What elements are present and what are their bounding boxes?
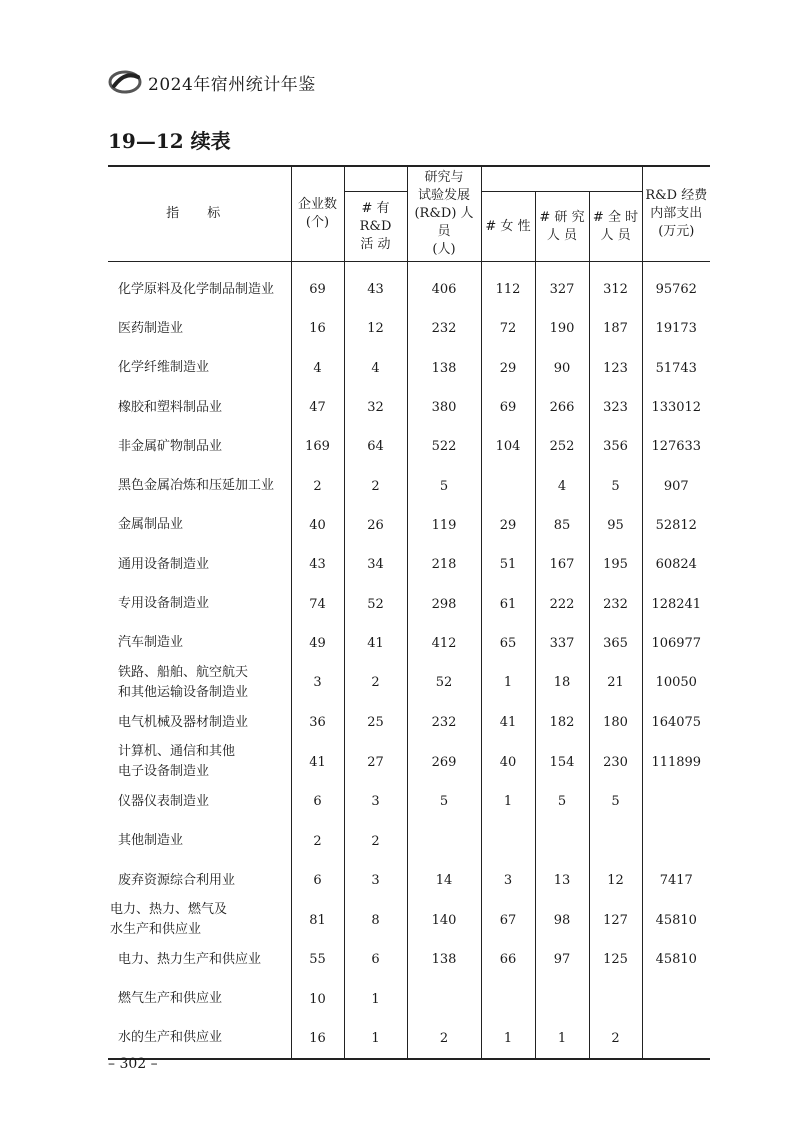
table-cell: 52 [407,663,481,703]
table-cell: 14 [407,861,481,900]
table-cell: 232 [407,703,481,742]
table-cell: 412 [407,624,481,663]
table-cell: 111899 [642,742,710,782]
table-row [108,584,710,623]
table-cell: 2 [344,663,407,703]
table-cell: 8 [344,900,407,940]
row-label: 医药制造业 [118,320,184,336]
table-cell: 218 [407,545,481,584]
col-header-rd-personnel: 研究与 试验发展 (R&D) 人员 (人) [407,166,481,262]
table-cell: 12 [344,309,407,348]
table-cell [407,822,481,861]
table-cell: 1 [344,979,407,1018]
table-cell: 1 [535,1019,589,1059]
table-row [108,979,710,1018]
table-cell: 64 [344,427,407,466]
table-cell: 51743 [642,349,710,388]
page-header [108,66,316,98]
table-cell: 74 [291,584,344,623]
table-cell: 3 [291,663,344,703]
row-label: 通用设备制造业 [118,556,210,572]
col-header-spacer [344,166,407,192]
table-cell: 312 [589,262,642,310]
table-row [108,822,710,861]
table-cell: 43 [291,545,344,584]
table-cell [642,822,710,861]
table-cell: 66 [481,940,535,979]
table-cell: 81 [291,900,344,940]
table-cell [407,979,481,1018]
table-cell: 127 [589,900,642,940]
row-label: 黑色金属冶炼和压延加工业 [118,478,275,494]
table-cell: 125 [589,940,642,979]
table-cell: 164075 [642,703,710,742]
col-header-fulltime: # 全 时 人 员 [589,192,642,262]
table-cell: 6 [344,940,407,979]
table-cell: 6 [291,861,344,900]
table-cell: 2 [407,1019,481,1059]
col-header-indicator: 指 标 [108,166,291,262]
table-cell: 2 [344,466,407,505]
row-label: 其他制造业 [118,833,184,849]
table-cell: 3 [344,861,407,900]
table-cell: 252 [535,427,589,466]
table-cell: 522 [407,427,481,466]
row-label: 废弃资源综合利用业 [118,872,236,888]
table-cell: 98 [535,900,589,940]
table-cell: 138 [407,940,481,979]
table-cell: 40 [481,742,535,782]
table-cell: 52812 [642,506,710,545]
table-cell: 406 [407,262,481,310]
table-cell: 65 [481,624,535,663]
table-cell: 190 [535,309,589,348]
row-label: 化学原料及化学制品制造业 [118,281,275,297]
table-cell: 187 [589,309,642,348]
table-cell: 12 [589,861,642,900]
table-cell: 3 [344,782,407,821]
table-cell: 18 [535,663,589,703]
table-cell: 180 [589,703,642,742]
row-label: 电气机械及器材制造业 [118,714,249,730]
row-label: 专用设备制造业 [118,596,210,612]
table-cell: 45810 [642,940,710,979]
table-cell: 41 [344,624,407,663]
table-cell: 323 [589,388,642,427]
table-cell: 337 [535,624,589,663]
table-cell: 5 [535,782,589,821]
table-cell: 123 [589,349,642,388]
table-cell: 29 [481,506,535,545]
table-cell: 41 [481,703,535,742]
table-cell: 2 [291,466,344,505]
table-cell: 61 [481,584,535,623]
table-cell: 133012 [642,388,710,427]
table-cell: 55 [291,940,344,979]
table-cell: 4 [291,349,344,388]
table-cell: 169 [291,427,344,466]
statistics-table [108,165,710,1060]
table-cell: 25 [344,703,407,742]
table-cell [481,979,535,1018]
table-row [108,466,710,505]
col-header-researchers: # 研 究 人 员 [535,192,589,262]
table-cell [589,822,642,861]
table-cell: 26 [344,506,407,545]
table-cell [535,822,589,861]
row-label: 金属制品业 [118,517,184,533]
table-cell: 266 [535,388,589,427]
table-cell: 3 [481,861,535,900]
yearbook-title: 2024年宿州统计年鉴 [148,74,316,95]
table-cell: 2 [344,822,407,861]
row-label: 非金属矿物制品业 [118,438,223,454]
table-cell [535,979,589,1018]
table-cell: 269 [407,742,481,782]
table-cell: 182 [535,703,589,742]
table-cell: 72 [481,309,535,348]
table-cell: 1 [481,1019,535,1059]
table-cell: 112 [481,262,535,310]
table-cell: 16 [291,1019,344,1059]
table-cell: 52 [344,584,407,623]
table-cell: 222 [535,584,589,623]
table-cell: 4 [344,349,407,388]
table-cell: 13 [535,861,589,900]
row-label: 燃气生产和供应业 [118,991,223,1007]
table-cell: 119 [407,506,481,545]
table-cell: 60824 [642,545,710,584]
table-cell: 69 [291,262,344,310]
table-row [108,940,710,979]
row-label: 橡胶和塑料制品业 [118,399,223,415]
table-cell: 5 [407,782,481,821]
table-cell: 104 [481,427,535,466]
table-cell: 907 [642,466,710,505]
table-cell: 167 [535,545,589,584]
table-row [108,309,710,348]
row-label: 汽车制造业 [118,635,184,651]
table-row [108,663,710,703]
table-cell: 21 [589,663,642,703]
row-label: 水的生产和供应业 [118,1030,223,1046]
table-cell: 230 [589,742,642,782]
table-row [108,427,710,466]
table-cell [481,822,535,861]
table-cell: 69 [481,388,535,427]
table-cell [589,979,642,1018]
table-cell: 45810 [642,900,710,940]
table-cell: 1 [481,782,535,821]
table-cell: 51 [481,545,535,584]
table-cell: 16 [291,309,344,348]
col-header-rd-active: # 有 R&D 活 动 [344,192,407,262]
row-label: 电力、热力生产和供应业 [118,951,262,967]
table-cell: 34 [344,545,407,584]
table-cell: 90 [535,349,589,388]
row-label: 计算机、通信和其他 电子设备制造业 [118,744,236,780]
table-cell: 140 [407,900,481,940]
table-cell: 380 [407,388,481,427]
table-cell: 4 [535,466,589,505]
row-label: 仪器仪表制造业 [118,793,210,809]
table-cell: 127633 [642,427,710,466]
table-row [108,506,710,545]
row-label: 电力、热力、燃气及 水生产和供应业 [110,902,228,938]
table-cell: 40 [291,506,344,545]
table-cell: 365 [589,624,642,663]
table-cell: 43 [344,262,407,310]
row-label: 铁路、船舶、航空航天 和其他运输设备制造业 [118,664,249,700]
table-cell: 356 [589,427,642,466]
table-cell: 1 [344,1019,407,1059]
table-row [108,782,710,821]
table-cell: 95 [589,506,642,545]
page-number: – 302 – [108,1056,158,1072]
table-row [108,388,710,427]
table-cell [642,782,710,821]
table-row [108,742,710,782]
table-row [108,861,710,900]
col-header-enterprises: 企业数 (个) [291,166,344,262]
col-header-female: # 女 性 [481,192,535,262]
table-cell: 47 [291,388,344,427]
table-cell [642,979,710,1018]
table-cell: 7417 [642,861,710,900]
table-cell: 41 [291,742,344,782]
table-cell: 232 [407,309,481,348]
table-cell: 27 [344,742,407,782]
table-body [108,262,710,1060]
table-cell: 2 [589,1019,642,1059]
table-cell: 327 [535,262,589,310]
table-cell: 138 [407,349,481,388]
table-cell: 95762 [642,262,710,310]
table-cell: 10 [291,979,344,1018]
table-row [108,262,710,310]
table-cell: 154 [535,742,589,782]
table-row [108,1019,710,1059]
table-row [108,703,710,742]
table-row [108,349,710,388]
col-header-rd-expenditure: R&D 经费 内部支出 (万元) [642,166,710,262]
table-cell: 32 [344,388,407,427]
table-row [108,624,710,663]
table-cell: 232 [589,584,642,623]
table-cell: 36 [291,703,344,742]
table-cell: 67 [481,900,535,940]
table-cell: 106977 [642,624,710,663]
table-cell: 6 [291,782,344,821]
table-cell: 128241 [642,584,710,623]
table-cell: 195 [589,545,642,584]
table-cell [642,1019,710,1059]
yearbook-logo-icon [108,69,142,95]
table-cell: 19173 [642,309,710,348]
table-cell: 10050 [642,663,710,703]
table-cell: 29 [481,349,535,388]
table-row [108,900,710,940]
table-cell: 298 [407,584,481,623]
table-cell: 49 [291,624,344,663]
row-label: 化学纤维制造业 [118,360,210,376]
table-cell: 97 [535,940,589,979]
table-cell: 5 [589,782,642,821]
col-header-spacer [481,166,642,192]
table-cell: 1 [481,663,535,703]
table-title: 19—12 续表 [108,129,231,153]
table-cell [481,466,535,505]
table-header [108,166,710,262]
table-cell: 85 [535,506,589,545]
table-cell: 5 [589,466,642,505]
table-cell: 5 [407,466,481,505]
table-row [108,545,710,584]
table-cell: 2 [291,822,344,861]
